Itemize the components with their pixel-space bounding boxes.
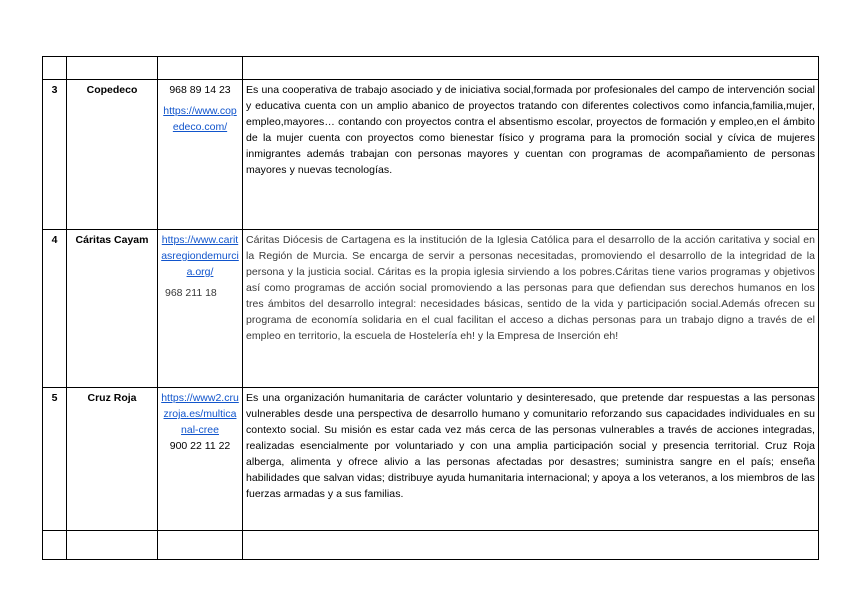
contact-cell	[158, 388, 243, 531]
description-cell: Es una cooperativa de trabajo asociado y de iniciativa social,formada por profesionales del campo de intervención social y educativa cuenta con un amplio abanico de proyectos tratando con diferentes colectivos como infancia,familia,mujer, empleo,mayores… contando con proyectos contra el absentismo escolar, proyectos de formación y empleo,en el ámbito de la mujer cuenta con proyectos como bienestar físico y programa para la promoción social y cívica de mujeres inmigrantes además trabajan con personas mayores y cuentan con programas de acompañamiento de personas mayores y nuevas tecnologías.	[243, 80, 819, 230]
website-link[interactable]: https://www.copedeco.com/	[163, 105, 237, 133]
website-link[interactable]: https://www.caritasregiondemurcia.org/	[161, 234, 239, 278]
empty-row-bottom	[43, 531, 819, 560]
organization-name: Cáritas Cayam	[67, 230, 158, 388]
phone-number: 900 22 11 22	[169, 440, 231, 452]
empty-cell	[67, 57, 158, 80]
empty-cell	[158, 531, 243, 560]
empty-row-top	[43, 57, 819, 80]
empty-cell	[243, 57, 819, 80]
empty-cell	[158, 57, 243, 80]
empty-cell	[43, 531, 67, 560]
description-cell: Cáritas Diócesis de Cartagena es la institución de la Iglesia Católica para el desarrollo de la acción caritativa y social en la Región de Murcia. Se encarga de servir a personas necesitadas, promoviendo el desarrollo de la integridad de la persona y la justicia social. Cáritas es la propia iglesia sirviendo a los pobres.Cáritas tiene varios programas y objetivos así como programas de acción social promoviendo a las personas para que defiendan sus derechos humanos en los tres ámbitos del desarrollo integral: necesidades básicas, sentido de la vida y participación social.Además ofrecen su programa de economía solidaria en el cual facilitan el acceso a dichas personas para un trabajo digno a través de el empleo en territorio, la escuela de Hostelería eh! y la Empresa de Inserción eh!	[243, 230, 819, 388]
organizations-table	[42, 56, 819, 560]
phone-number: 968 211 18	[165, 287, 217, 299]
description-cell: Es una organización humanitaria de carácter voluntario y desinteresado, que pretende dar respuestas a las personas vulnerables desde una perspectiva de desarrollo humano y comunitario reforzando sus capacidades individuales en su contexto social. Su misión es estar cada vez más cerca de las personas vulnerables a través de acciones integradas, realizadas esencialmente por voluntariado y con una amplia participación social y presencia territorial. Cruz Roja alberga, alimenta y ofrece alivio a las personas afectadas por desastres; suministra sangre en el país; enseña habilidades que salvan vidas; distribuye ayuda humanitaria internacional; y apoya a los veteranos, a los miembros de las fuerzas armadas y a sus familias.	[243, 388, 819, 531]
row-number: 3	[43, 80, 67, 230]
contact-cell	[158, 230, 243, 388]
website-link[interactable]: https://www2.cruzroja.es/multicanal-cree	[161, 392, 239, 436]
table-row-caritas	[43, 230, 819, 388]
contact-cell	[158, 80, 243, 230]
phone-number: 968 89 14 23	[169, 84, 231, 96]
table-row-cruz-roja	[43, 388, 819, 531]
empty-cell	[243, 531, 819, 560]
row-number: 5	[43, 388, 67, 531]
organization-name: Copedeco	[67, 80, 158, 230]
row-number: 4	[43, 230, 67, 388]
empty-cell	[67, 531, 158, 560]
organization-name: Cruz Roja	[67, 388, 158, 531]
table-row-copedeco	[43, 80, 819, 230]
empty-cell	[43, 57, 67, 80]
